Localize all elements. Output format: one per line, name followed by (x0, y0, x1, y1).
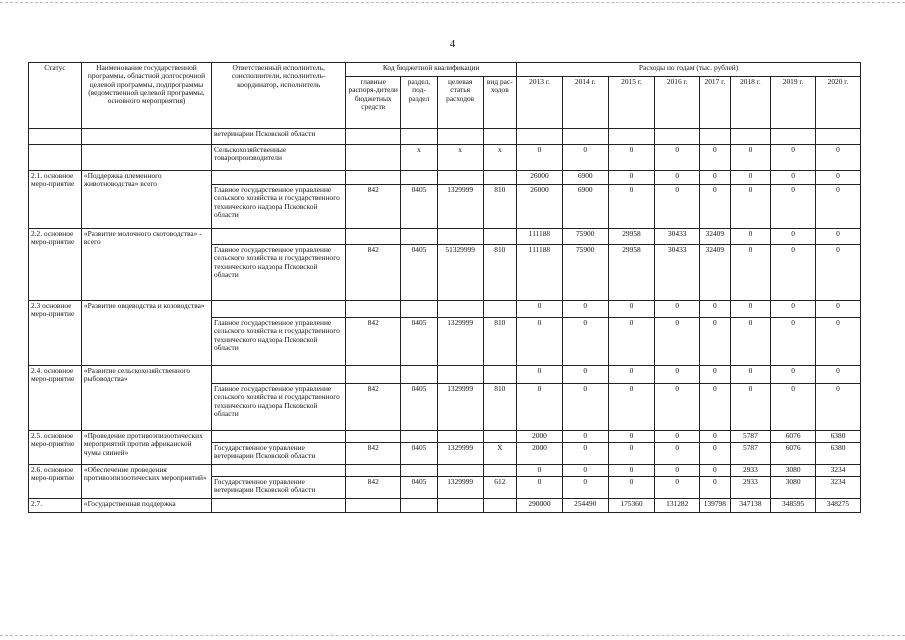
value-cell: 6380 (816, 443, 861, 465)
name-cell: «Поддержка племенного животноводства» всего (81, 171, 211, 229)
value-cell: 3234 (816, 465, 861, 477)
value-cell: 0 (700, 366, 731, 384)
table-row (29, 431, 861, 443)
header-year: 2013 г. (517, 77, 563, 129)
executor-cell: Государственное управление ветеринарии Псковской области (212, 443, 346, 465)
value-cell: 0 (608, 301, 655, 318)
value-cell: 0 (700, 465, 731, 477)
code-cell (346, 171, 401, 185)
value-cell: 0 (771, 318, 816, 366)
value-cell: 111188 (517, 229, 563, 245)
value-cell (771, 129, 816, 145)
status-cell (29, 129, 82, 145)
value-cell: 0 (655, 477, 700, 499)
value-cell: 0 (700, 443, 731, 465)
value-cell: 0 (517, 145, 563, 171)
value-cell: 75900 (562, 229, 608, 245)
value-cell: 0 (608, 318, 655, 366)
value-cell: 32409 (700, 229, 731, 245)
value-cell: 0 (655, 443, 700, 465)
value-cell: 0 (700, 384, 731, 431)
value-cell: 0 (816, 301, 861, 318)
value-cell: 0 (700, 318, 731, 366)
code-cell: 842 (346, 245, 401, 301)
code-cell (401, 431, 438, 443)
value-cell: 0 (700, 185, 731, 229)
value-cell: 111188 (517, 245, 563, 301)
code-cell: 842 (346, 477, 401, 499)
code-cell: 0405 (401, 477, 438, 499)
page-number: 4 (449, 38, 456, 50)
header-year: 2019 г. (771, 77, 816, 129)
code-cell (401, 171, 438, 185)
status-cell: 2.1. основное меро-приятие (29, 171, 82, 229)
code-cell: 1329999 (437, 185, 483, 229)
code-cell (437, 465, 483, 477)
value-cell: 0 (517, 318, 563, 366)
name-cell (81, 145, 211, 171)
executor-cell (212, 366, 346, 384)
value-cell: 0 (816, 318, 861, 366)
code-cell: 0405 (401, 384, 438, 431)
name-cell: «Развитие сельскохозяйственного рыбоводства» (81, 366, 211, 431)
value-cell: 0 (608, 145, 655, 171)
value-cell: 139798 (700, 499, 731, 513)
header-vr: вид рас-ходов (483, 77, 517, 129)
value-cell (816, 129, 861, 145)
code-cell: 810 (483, 245, 517, 301)
value-cell: 2000 (517, 431, 563, 443)
value-cell: 0 (700, 477, 731, 499)
code-cell: 810 (483, 318, 517, 366)
executor-cell (212, 431, 346, 443)
code-cell (483, 499, 517, 513)
value-cell: 0 (562, 301, 608, 318)
code-cell: 1329999 (437, 384, 483, 431)
value-cell: 0 (816, 366, 861, 384)
header-year: 2018 г. (730, 77, 771, 129)
value-cell (655, 129, 700, 145)
value-cell: 29958 (608, 245, 655, 301)
value-cell: 0 (700, 145, 731, 171)
value-cell (517, 129, 563, 145)
value-cell: 0 (608, 171, 655, 185)
code-cell (437, 366, 483, 384)
code-cell: 51329999 (437, 245, 483, 301)
code-cell (437, 499, 483, 513)
value-cell: 0 (517, 465, 563, 477)
code-cell: 810 (483, 185, 517, 229)
header-year: 2016 г. (655, 77, 700, 129)
code-cell: 842 (346, 443, 401, 465)
value-cell: 0 (730, 301, 771, 318)
code-cell (437, 301, 483, 318)
value-cell (608, 129, 655, 145)
executor-cell: Главное государственное управление сельского хозяйства и государственного технического надзора Псковской области (212, 185, 346, 229)
header-year: 2015 г. (608, 77, 655, 129)
value-cell: 0 (655, 145, 700, 171)
value-cell: 0 (562, 145, 608, 171)
table-row (29, 465, 861, 477)
value-cell: 32409 (700, 245, 731, 301)
value-cell: 3080 (771, 465, 816, 477)
code-cell: х (437, 145, 483, 171)
code-cell (401, 229, 438, 245)
value-cell: 0 (816, 245, 861, 301)
code-cell: 1329999 (437, 443, 483, 465)
value-cell: 347138 (730, 499, 771, 513)
code-cell (437, 229, 483, 245)
value-cell: 2933 (730, 477, 771, 499)
value-cell: 0 (562, 443, 608, 465)
value-cell: 0 (771, 145, 816, 171)
value-cell: 0 (517, 366, 563, 384)
executor-cell (212, 465, 346, 477)
code-cell (401, 366, 438, 384)
code-cell: 0405 (401, 185, 438, 229)
header-executor: Ответственный исполнитель, соисполнители, исполнитель-координатор, исполнитель (212, 63, 346, 129)
code-cell (483, 301, 517, 318)
code-cell (346, 301, 401, 318)
header-status: Статус (29, 63, 82, 129)
value-cell: 30433 (655, 229, 700, 245)
value-cell: 0 (608, 443, 655, 465)
table-body (29, 129, 861, 513)
executor-cell (212, 301, 346, 318)
code-cell (483, 366, 517, 384)
code-cell (483, 229, 517, 245)
value-cell: 348595 (771, 499, 816, 513)
value-cell: 0 (655, 171, 700, 185)
header-year: 2020 г. (816, 77, 861, 129)
table-row (29, 171, 861, 185)
value-cell: 3080 (771, 477, 816, 499)
value-cell: 0 (816, 145, 861, 171)
code-cell: 1329999 (437, 477, 483, 499)
value-cell: 0 (655, 384, 700, 431)
value-cell: 0 (771, 301, 816, 318)
header-year: 2014 г. (562, 77, 608, 129)
code-cell: х (483, 145, 517, 171)
value-cell: 0 (562, 318, 608, 366)
value-cell: 0 (608, 366, 655, 384)
header-year: 2017 г. (700, 77, 731, 129)
table-row (29, 366, 861, 384)
value-cell: 0 (816, 171, 861, 185)
value-cell: 26000 (517, 171, 563, 185)
code-cell (401, 129, 438, 145)
value-cell: 6076 (771, 443, 816, 465)
executor-cell: Сельскохозяйственные товаропроизводители (212, 145, 346, 171)
value-cell: 0 (608, 465, 655, 477)
code-cell (346, 145, 401, 171)
table-row (29, 129, 861, 145)
value-cell: 0 (730, 318, 771, 366)
value-cell: 0 (562, 431, 608, 443)
value-cell: 0 (771, 185, 816, 229)
code-cell: 1329999 (437, 318, 483, 366)
value-cell: 0 (562, 384, 608, 431)
value-cell: 0 (771, 171, 816, 185)
value-cell: 131282 (655, 499, 700, 513)
value-cell (730, 129, 771, 145)
value-cell: 0 (771, 366, 816, 384)
code-cell (346, 499, 401, 513)
value-cell: 0 (655, 366, 700, 384)
code-cell (346, 229, 401, 245)
executor-cell: Государственное управление ветеринарии Псковской области (212, 477, 346, 499)
value-cell: 0 (700, 431, 731, 443)
code-cell (483, 129, 517, 145)
value-cell: 0 (608, 185, 655, 229)
value-cell: 254490 (562, 499, 608, 513)
value-cell (700, 129, 731, 145)
value-cell: 0 (816, 229, 861, 245)
code-cell (483, 431, 517, 443)
header-row-1 (29, 63, 861, 77)
name-cell (81, 129, 211, 145)
value-cell: 290000 (517, 499, 563, 513)
name-cell: «Обеспечение проведения противоэпизоотических мероприятий» (81, 465, 211, 499)
value-cell (562, 129, 608, 145)
value-cell: 0 (730, 366, 771, 384)
code-cell: 842 (346, 384, 401, 431)
code-cell (437, 171, 483, 185)
executor-cell: Главное государственное управление сельского хозяйства и государственного технического надзора Псковской области (212, 318, 346, 366)
executor-cell: ветеринарии Псковской области (212, 129, 346, 145)
value-cell: 0 (655, 318, 700, 366)
code-cell: Х (483, 443, 517, 465)
value-cell: 30433 (655, 245, 700, 301)
code-cell: х (401, 145, 438, 171)
value-cell: 0 (700, 301, 731, 318)
header-name: Наименование государственной программы, областной долгосрочной целевой программы, подпрограммы (ведомственной целевой программы, основного мероприятия) (81, 63, 211, 129)
name-cell: «Развитие молочного скотоводства» - всего (81, 229, 211, 301)
value-cell: 0 (816, 185, 861, 229)
executor-cell (212, 229, 346, 245)
value-cell: 0 (608, 384, 655, 431)
value-cell: 0 (608, 431, 655, 443)
value-cell: 0 (730, 171, 771, 185)
value-cell: 5787 (730, 431, 771, 443)
status-cell: 2.2. основное меро-приятие (29, 229, 82, 301)
value-cell: 0 (771, 229, 816, 245)
value-cell: 6900 (562, 171, 608, 185)
code-cell: 612 (483, 477, 517, 499)
executor-cell: Главное государственное управление сельского хозяйства и государственного технического надзора Псковской области (212, 384, 346, 431)
header-rz: раздел, под-раздел (401, 77, 438, 129)
value-cell: 0 (730, 185, 771, 229)
code-cell (437, 431, 483, 443)
code-cell (401, 465, 438, 477)
executor-cell (212, 171, 346, 185)
value-cell: 0 (700, 171, 731, 185)
scan-edge-top (0, 2, 905, 3)
value-cell: 0 (517, 301, 563, 318)
code-cell: 0405 (401, 443, 438, 465)
value-cell: 0 (655, 465, 700, 477)
value-cell: 2933 (730, 465, 771, 477)
value-cell: 75900 (562, 245, 608, 301)
table-row (29, 499, 861, 513)
name-cell: «Проведение противоэпизоотических мероприятий против африканской чумы свиней» (81, 431, 211, 465)
value-cell: 0 (730, 384, 771, 431)
executor-cell: Главное государственное управление сельского хозяйства и государственного технического надзора Псковской области (212, 245, 346, 301)
code-cell (346, 129, 401, 145)
value-cell: 6380 (816, 431, 861, 443)
name-cell: «Развитие овцеводства и козоводства» (81, 301, 211, 366)
table-row (29, 145, 861, 171)
status-cell (29, 145, 82, 171)
value-cell: 0 (655, 301, 700, 318)
status-cell: 2.7. (29, 499, 82, 513)
header-years-group: Расходы по годам (тыс. рублей) (517, 63, 861, 77)
value-cell: 0 (771, 384, 816, 431)
status-cell: 2.5. основное меро-приятие (29, 431, 82, 465)
code-cell (483, 171, 517, 185)
code-cell: 842 (346, 318, 401, 366)
value-cell: 0 (771, 245, 816, 301)
code-cell (437, 129, 483, 145)
code-cell (483, 465, 517, 477)
code-cell (401, 301, 438, 318)
code-cell (401, 499, 438, 513)
header-grbs: главные распоря-дители бюджетных средств (346, 77, 401, 129)
value-cell: 0 (655, 185, 700, 229)
name-cell: «Государственная поддержка (81, 499, 211, 513)
status-cell: 2.4. основное меро-приятие (29, 366, 82, 431)
table-row (29, 229, 861, 245)
value-cell: 5787 (730, 443, 771, 465)
value-cell: 0 (562, 366, 608, 384)
value-cell: 26000 (517, 185, 563, 229)
value-cell: 3234 (816, 477, 861, 499)
value-cell: 29958 (608, 229, 655, 245)
value-cell: 0 (562, 477, 608, 499)
code-cell (346, 366, 401, 384)
value-cell: 0 (730, 245, 771, 301)
code-cell: 842 (346, 185, 401, 229)
code-cell (346, 465, 401, 477)
value-cell: 175360 (608, 499, 655, 513)
executor-cell (212, 499, 346, 513)
code-cell (346, 431, 401, 443)
value-cell: 6900 (562, 185, 608, 229)
header-code-group: Код бюджетной квалификации (346, 63, 517, 77)
value-cell: 0 (730, 145, 771, 171)
header-csr: целевая статья расходов (437, 77, 483, 129)
value-cell: 6076 (771, 431, 816, 443)
value-cell: 0 (816, 384, 861, 431)
table-row (29, 301, 861, 318)
status-cell: 2.3 основное меро-приятие (29, 301, 82, 366)
value-cell: 348275 (816, 499, 861, 513)
code-cell: 0405 (401, 318, 438, 366)
status-cell: 2.6. основное меро-приятие (29, 465, 82, 499)
code-cell: 810 (483, 384, 517, 431)
value-cell: 0 (655, 431, 700, 443)
value-cell: 0 (517, 384, 563, 431)
value-cell: 0 (562, 465, 608, 477)
code-cell: 0405 (401, 245, 438, 301)
value-cell: 0 (517, 477, 563, 499)
value-cell: 2000 (517, 443, 563, 465)
value-cell: 0 (608, 477, 655, 499)
budget-table (28, 62, 861, 513)
value-cell: 0 (730, 229, 771, 245)
scan-edge-bottom (0, 635, 905, 636)
